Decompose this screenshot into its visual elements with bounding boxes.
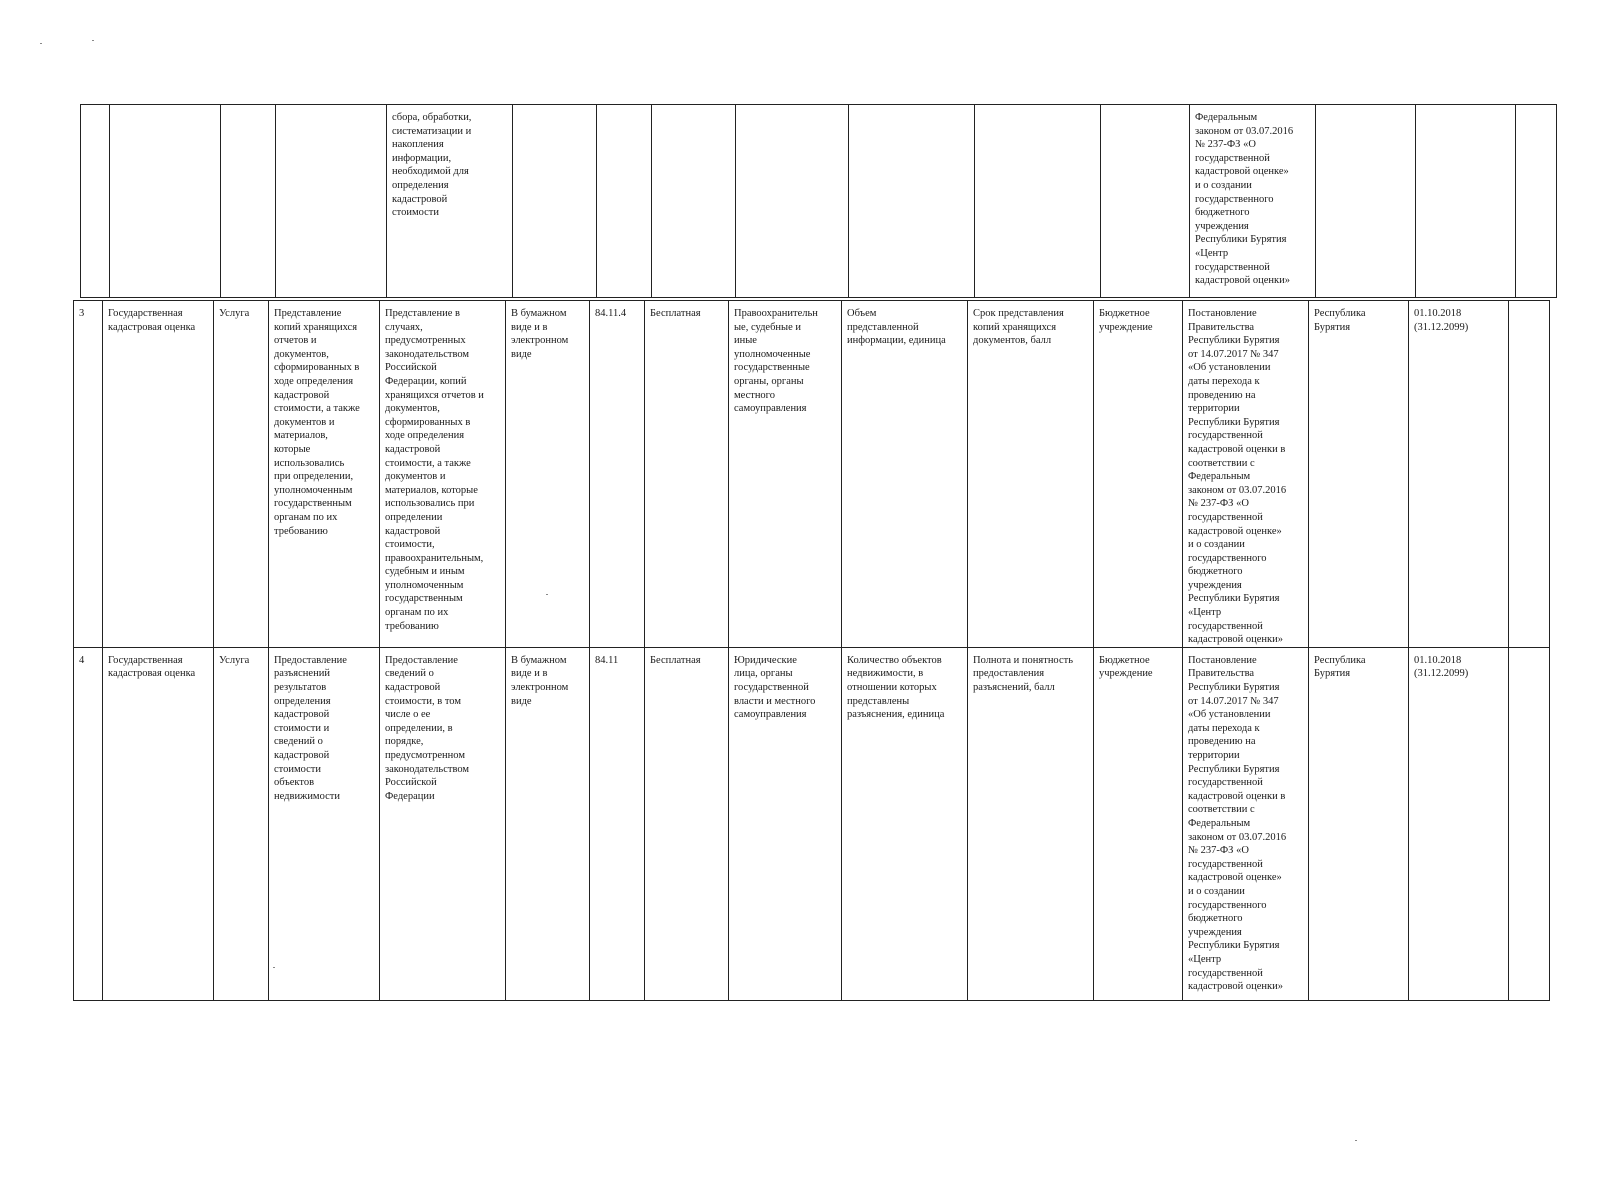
cell-number: 4: [74, 647, 103, 1000]
cell-content: Представление копий хранящихся отчетов и документов, сформированных в ходе определения кадастровой стоимости, а также документов и материалов, которые использовались при определении, уполномоченным государственным органам по их требованию: [269, 301, 380, 648]
cell-form: В бумажном виде и в электронном виде: [506, 647, 590, 1000]
cell-dates: [1416, 105, 1516, 298]
scan-speck: [1355, 1140, 1357, 1141]
cell-legal-basis: Постановление Правительства Республики Бурятия от 14.07.2017 № 347 «Об установлении даты перехода к проведению на территории Республики Бурятия государственной кадастровой оценки в соответствии с Федеральным законом от 03.07.2016 № 237-ФЗ «О государственной кадастровой оценке» и о создании государственного бюджетного учреждения Республики Бурятия «Центр государственной кадастровой оценки»: [1183, 647, 1309, 1000]
table-row: [74, 301, 1550, 648]
cell-extra: [1509, 301, 1550, 648]
cell-type: Услуга: [214, 301, 269, 648]
cell-institution-type: Бюджетное учреждение: [1094, 647, 1183, 1000]
cell-content: Предоставление разъяснений результатов определения кадастровой стоимости и сведений о кадастровой стоимости объектов недвижимости: [269, 647, 380, 1000]
cell-payment: Бесплатная: [645, 647, 729, 1000]
cell-institution-type: Бюджетное учреждение: [1094, 301, 1183, 648]
cell-legal-basis: Постановление Правительства Республики Бурятия от 14.07.2017 № 347 «Об установлении даты перехода к проведению на территории Республики Бурятия государственной кадастровой оценки в соответствии с Федеральным законом от 03.07.2016 № 237-ФЗ «О государственной кадастровой оценке» и о создании государственного бюджетного учреждения Республики Бурятия «Центр государственной кадастровой оценки»: [1183, 301, 1309, 648]
cell-payment: Бесплатная: [645, 301, 729, 648]
cell-quality: Срок представления копий хранящихся документов, балл: [968, 301, 1094, 648]
cell-legal-basis: Федеральным законом от 03.07.2016 № 237-ФЗ «О государственной кадастровой оценке» и о создании государственного бюджетного учреждения Республики Бурятия «Центр государственной кадастровой оценки»: [1190, 105, 1316, 298]
cell-number: 3: [74, 301, 103, 648]
cell-form: В бумажном виде и в электронном виде: [506, 301, 590, 648]
cell-condition: Предоставление сведений о кадастровой стоимости, в том числе о ее определении, в порядке, предусмотренном законодательством Российской Федерации: [380, 647, 506, 1000]
cell-consumers: [736, 105, 849, 298]
cell-region: Республика Бурятия: [1309, 647, 1409, 1000]
cell-volume: Объем представленной информации, единица: [842, 301, 968, 648]
cell-volume: [849, 105, 975, 298]
cell-code: [597, 105, 652, 298]
cell-institution-type: [1101, 105, 1190, 298]
cell-region: Республика Бурятия: [1309, 301, 1409, 648]
cell-name: Государственная кадастровая оценка: [103, 647, 214, 1000]
scan-speck: [92, 40, 94, 41]
services-table: [73, 300, 1550, 1001]
cell-condition: Представление в случаях, предусмотренных законодательством Российской Федерации, копий хранящихся отчетов и документов, сформированных в ходе определения кадастровой стоимости, а также документов и материалов, которые использовались при определении кадастровой стоимости, правоохранительным, судебным и иным уполномоченным государственным органам по их требованию: [380, 301, 506, 648]
cell-code: 84.11.4: [590, 301, 645, 648]
table-row: [74, 647, 1550, 1000]
scan-speck: [546, 594, 548, 595]
cell-quality: Полнота и понятность предоставления разъяснений, балл: [968, 647, 1094, 1000]
cell-extra: [1516, 105, 1557, 298]
cell-form: [513, 105, 597, 298]
cell-number: [81, 105, 110, 298]
cell-condition: сбора, обработки, систематизации и накопления информации, необходимой для определения кадастровой стоимости: [387, 105, 513, 298]
cell-dates: 01.10.2018 (31.12.2099): [1409, 301, 1509, 648]
cell-name: [110, 105, 221, 298]
scan-speck: [273, 967, 275, 968]
cell-quality: [975, 105, 1101, 298]
cell-dates: 01.10.2018 (31.12.2099): [1409, 647, 1509, 1000]
cell-extra: [1509, 647, 1550, 1000]
cell-type: Услуга: [214, 647, 269, 1000]
cell-consumers: Правоохранительн ые, судебные и иные уполномоченные государственные органы, органы местного самоуправления: [729, 301, 842, 648]
cell-payment: [652, 105, 736, 298]
table-fragment-continued: [80, 104, 1557, 298]
cell-region: [1316, 105, 1416, 298]
cell-code: 84.11: [590, 647, 645, 1000]
table-row: [81, 105, 1557, 298]
cell-name: Государственная кадастровая оценка: [103, 301, 214, 648]
cell-content: [276, 105, 387, 298]
cell-volume: Количество объектов недвижимости, в отношении которых представлены разъяснения, единица: [842, 647, 968, 1000]
scan-speck: [40, 43, 42, 44]
cell-consumers: Юридические лица, органы государственной власти и местного самоуправления: [729, 647, 842, 1000]
cell-type: [221, 105, 276, 298]
